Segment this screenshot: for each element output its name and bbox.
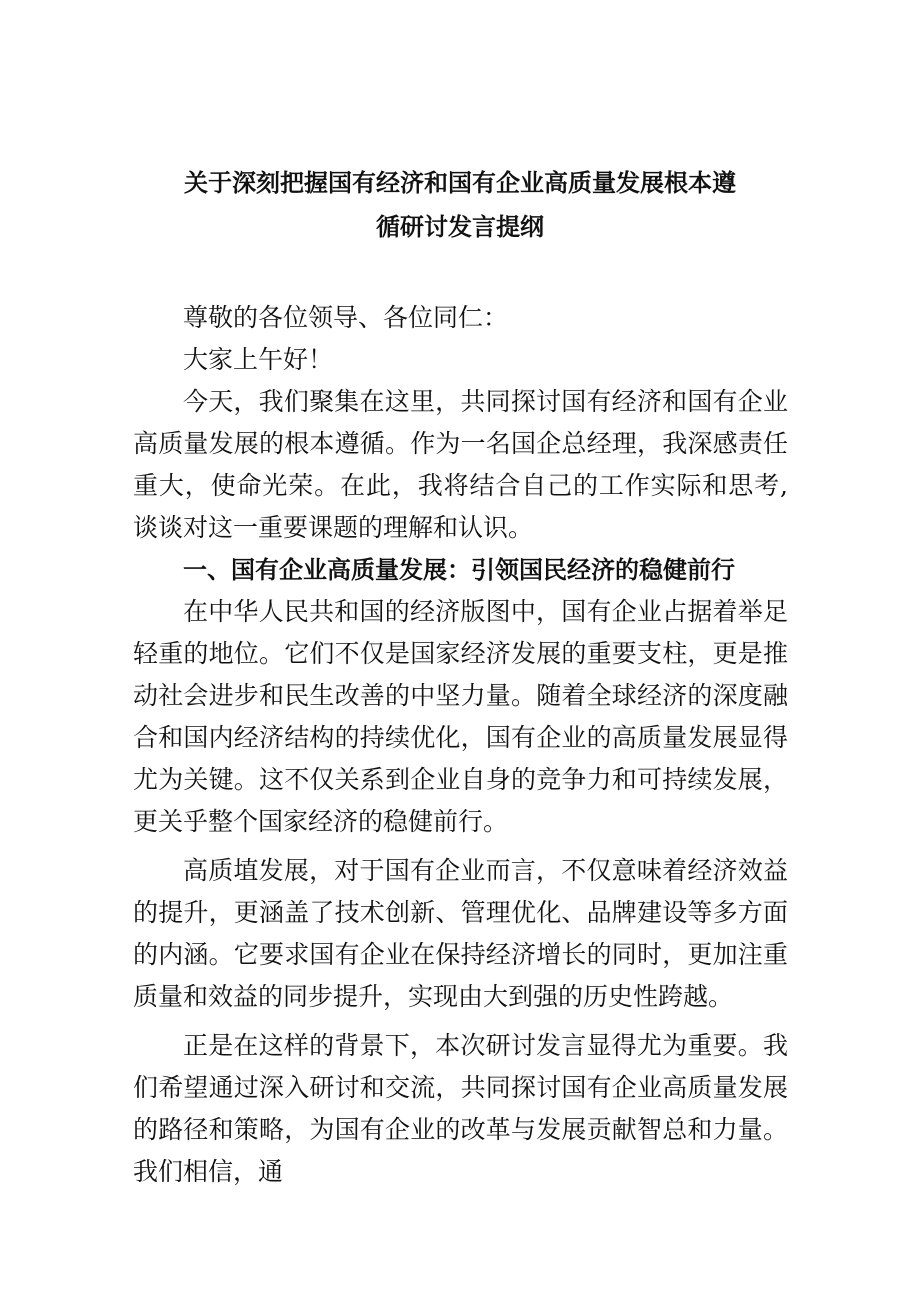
salutation: 尊敬的各位领导、各位同仁： — [183, 303, 509, 332]
greeting: 大家上午好！ — [183, 345, 334, 374]
body-paragraph: 在中华人民共和国的经济版图中，国有企业占据着举足轻重的地位。它们不仅是国家经济发展的重要支柱，更是推动社会进步和民生改善的中坚力量。随着全球经济的深度融合和国内经济结构的持续优化，国有企业的高质量发展显得尤为关键。这不仅关系到企业自身的竞争力和可持续发展，更关乎整个国家经济的稳健前行。 — [133, 597, 788, 836]
body-paragraph: 正是在这样的背景下，本次研讨发言显得尤为重要。我们希望通过深入研讨和交流，共同探讨国有企业高质量发展的路径和策略，为国有企业的改革与发展贡献智总和力量。我们相信，通 — [133, 1031, 788, 1186]
body-paragraph: 高质埴发展，对于国有企业而言，不仅意味着经济效益的提升，更涵盖了技术创新、管理优化、品牌建设等多方面的内涵。它要求国有企业在保持经济增长的同时，更加注重质量和效益的同步提升，实现由大到强的历史性跨越。 — [133, 856, 788, 1011]
document-body — [133, 297, 788, 1193]
intro-paragraph: 今天，我们聚集在这里，共同探讨国有经济和国有企业高质量发展的根本遵循。作为一名国企总经理，我深感责任重大，使命光荣。在此，我将结合自己的工作实际和思考,谈谈对这一重要课题的理解和认识。 — [133, 387, 788, 542]
paragraph-gap — [133, 843, 788, 850]
section-heading: 一、国有企业高质量发展：引领国民经济的稳健前行 — [183, 556, 735, 584]
title-line-2: 循研讨发言提纲 — [376, 213, 544, 241]
title-line-1: 关于深刻把握国有经济和国有企业高质量发展根本遵 — [184, 169, 736, 197]
document-title — [0, 161, 920, 249]
paragraph-gap — [133, 1018, 788, 1025]
